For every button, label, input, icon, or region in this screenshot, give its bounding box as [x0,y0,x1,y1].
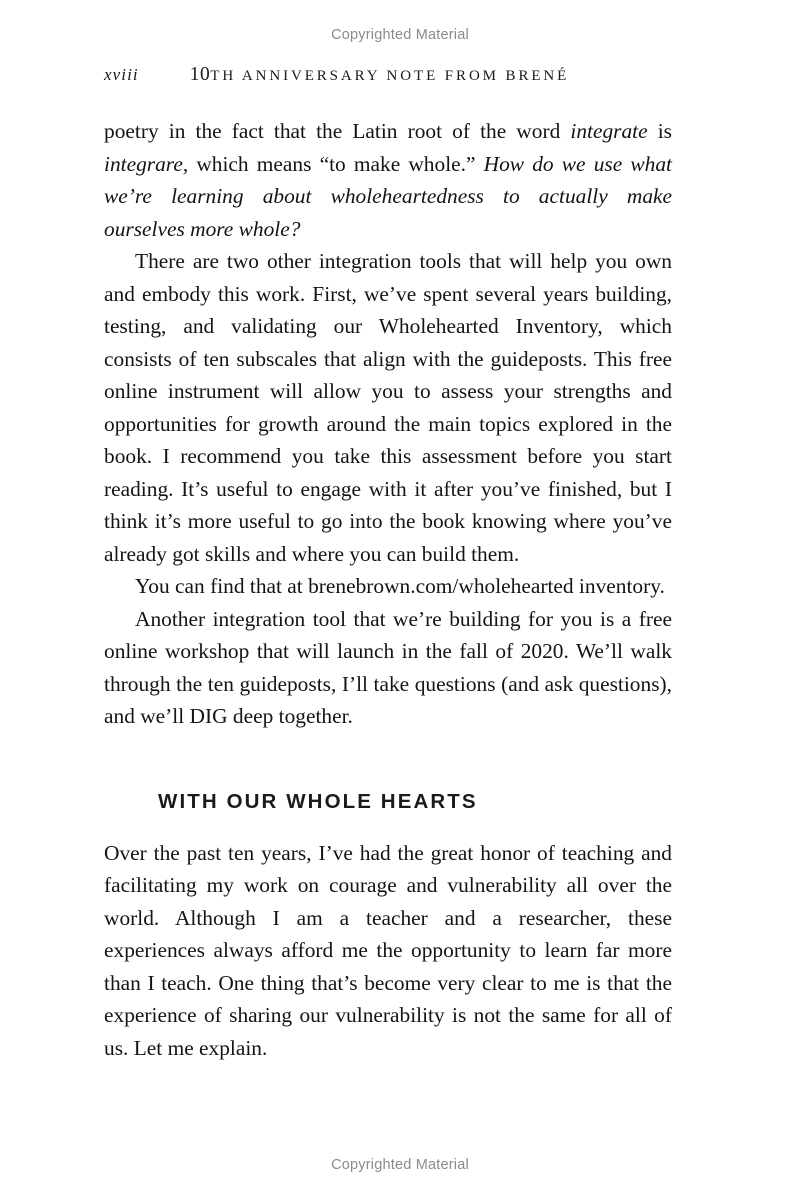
paragraph-past-ten-years: Over the past ten years, I’ve had the great honor of teaching and facilitating my work on courage and vulnerability all over the world. Although I am a teacher and a researcher, these experiences always afford me the opportunity to learn far more than I teach. One thing that’s become very clear to me is that the experience of sharing our vulnerability is not the same for all of us. Let me explain. [104,840,672,1060]
paragraph-1-part-2: is [647,119,673,143]
italic-question: How do we use what we’re learning about wholeheartedness to actually make ourselves more whole? [104,151,672,241]
paragraph-poetry [104,115,672,245]
italic-integrate: integrate [570,119,648,143]
section-heading-with-our-whole-hearts: WITH OUR WHOLE HEARTS [158,789,478,813]
paragraph-integration-tools: There are two other integration tools that will help you own and embody this work. First, we’ve spent several years building, testing, and validating our Wholehearted Inventory, which consists of ten subscales that align with the guideposts. This free online instrument will allow you to assess your strengths and opportunities for growth around the main topics explored in the book. I recommend you take this assessment before you start reading. It’s useful to engage with it after you’ve finished, but I think it’s more useful to go into the book knowing where you’ve already got skills and where you can build them. [104,249,672,566]
italic-integrare: integrare, [104,151,189,176]
paragraph-1-part-3: which means “to make whole.” [188,151,484,176]
copyright-watermark-bottom: Copyrighted Material [331,1157,469,1173]
page-number-folio: xviii [104,65,139,84]
body-text-block [104,115,672,1064]
running-head-title [190,64,569,86]
running-head-text: TH ANNIVERSARY NOTE FROM BRENÉ [210,68,570,84]
running-head-number: 10 [189,64,211,85]
running-head [104,64,672,90]
paragraph-inventory-url: You can find that at brenebrown.com/wholehearted inventory. [135,574,665,598]
paragraph-1-part-1: poetry in the fact that the Latin root of the word [104,119,571,143]
paragraph-online-workshop: Another integration tool that we’re building for you is a free online workshop that will launch in the fall of 2020. We’ll walk through the ten guideposts, I’ll take questions (and ask questions), and we’ll DIG deep together. [104,606,672,728]
copyright-watermark-top: Copyrighted Material [331,27,469,43]
